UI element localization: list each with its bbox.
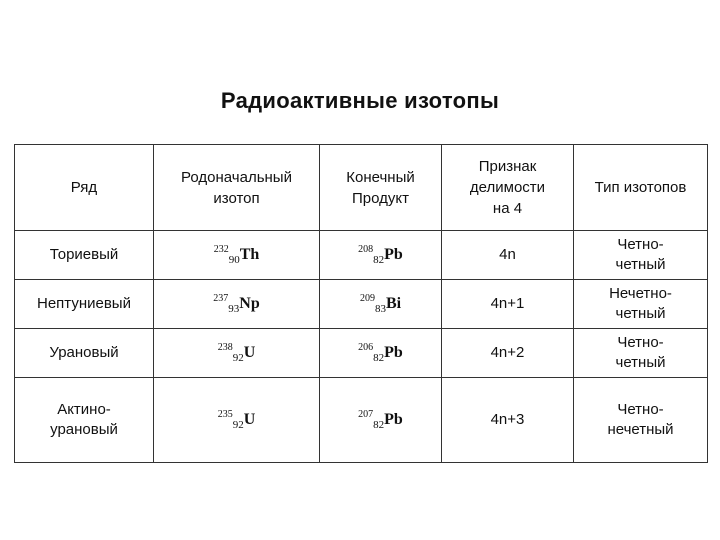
divisibility-value: 4n+3 (442, 378, 574, 463)
table-row (15, 231, 708, 280)
divisibility-value: 4n+1 (442, 280, 574, 329)
isotopes-table (14, 144, 708, 463)
series-name: Актино- урановый (15, 378, 154, 463)
atomic-number: 92 (232, 419, 244, 431)
atomic-number: 83 (374, 303, 386, 315)
divisibility-value: 4n+2 (442, 329, 574, 378)
table-row (15, 378, 708, 463)
mass-number: 238 (217, 342, 233, 353)
table-row (15, 329, 708, 378)
series-name: Ториевый (15, 231, 154, 280)
parent-isotope (154, 329, 320, 378)
header-isotope-type (574, 145, 708, 231)
series-name: Нептуниевый (15, 280, 154, 329)
header-line: Конечный (346, 168, 415, 186)
header-line: Продукт (352, 189, 409, 207)
atomic-number: 90 (228, 254, 240, 266)
header-line: делимости (469, 179, 546, 196)
series-name: Урановый (15, 329, 154, 378)
parent-isotope (154, 378, 320, 463)
end-product (320, 329, 442, 378)
element-symbol: U (243, 411, 256, 428)
mass-number: 232 (213, 244, 229, 255)
mass-number: 237 (213, 293, 229, 304)
header-end-product (320, 145, 442, 231)
header-line: изотоп (213, 189, 260, 207)
header-line: Признак (478, 158, 537, 175)
isotope-type: Четно- четный (574, 329, 708, 378)
element-symbol: Pb (384, 246, 403, 263)
mass-number: 209 (359, 293, 375, 304)
element-symbol: Pb (384, 411, 403, 428)
header-line: Тип изотопов (594, 179, 687, 196)
header-parent-isotope (154, 145, 320, 231)
mass-number: 208 (358, 244, 374, 255)
end-product (320, 280, 442, 329)
parent-isotope (154, 280, 320, 329)
table-row (15, 280, 708, 329)
page-title: Радиоактивные изотопы (220, 88, 500, 113)
header-line: на 4 (492, 200, 523, 217)
table-header-row (15, 145, 708, 231)
atomic-number: 82 (373, 419, 385, 431)
element-symbol: Np (239, 295, 260, 312)
element-symbol: Pb (384, 344, 403, 361)
isotope-type: Четно- четный (574, 231, 708, 280)
isotope-type: Четно- нечетный (574, 378, 708, 463)
atomic-number: 92 (232, 352, 244, 364)
atomic-number: 93 (228, 303, 240, 315)
mass-number: 207 (358, 409, 374, 420)
parent-isotope (154, 231, 320, 280)
element-symbol: U (243, 344, 256, 361)
element-symbol: Bi (385, 295, 402, 312)
atomic-number: 82 (373, 352, 385, 364)
header-line: Родоначальный (181, 168, 292, 186)
element-symbol: Th (239, 246, 260, 263)
mass-number: 206 (358, 342, 374, 353)
header-divisibility (442, 145, 574, 231)
atomic-number: 82 (373, 254, 385, 266)
mass-number: 235 (217, 409, 233, 420)
header-line: Ряд (70, 179, 98, 196)
end-product (320, 378, 442, 463)
divisibility-value: 4n (442, 231, 574, 280)
end-product (320, 231, 442, 280)
isotope-type: Нечетно- четный (574, 280, 708, 329)
header-series (15, 145, 154, 231)
